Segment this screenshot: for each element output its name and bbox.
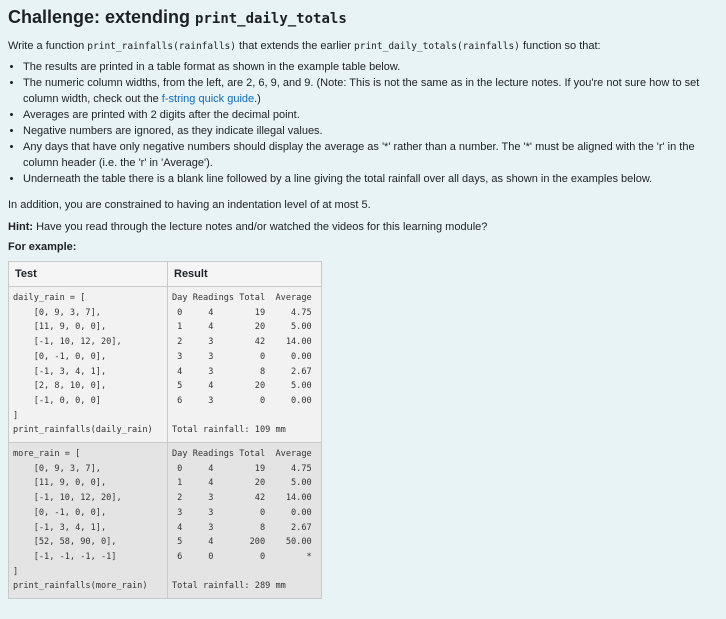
table-row: [9, 287, 322, 443]
list-item-text: .): [254, 93, 261, 105]
intro-text-2: that extends the earlier: [236, 40, 355, 52]
title-text: Challenge: extending: [8, 7, 196, 27]
column-header-test: Test: [9, 262, 168, 287]
column-header-result: Result: [168, 262, 322, 287]
list-item: • Any days that have only negative numbers should display the average as '*' rather than a number. The '*' must be aligned with the 'r' in the column header (i.e. the 'r' in 'Average').: [23, 139, 718, 171]
intro-text-1: Write a function: [8, 40, 88, 52]
list-item: • The results are printed in a table format as shown in the example table below.: [23, 59, 718, 75]
test-code: more_rain = [ [0, 9, 3, 7], [11, 9, 0, 0], [-1, 10, 12, 20], [0, -1, 0, 0], [-1, 3, 4, 1], [52, 58, 90, 0], [-1, -1, -1, -1] ] print_rainfalls(more_rain): [13, 449, 148, 592]
result-output: Day Readings Total Average 0 4 19 4.75 1 4 20 5.00 2 3 42 14.00 3 3 0 0.00 4 3 8 2.67 5 4 20 5.00 6 3 0 0.00 Total rainfall: 109 mm: [172, 293, 312, 436]
page-title: [8, 6, 718, 30]
for-example-label: For example:: [8, 241, 77, 253]
test-code: daily_rain = [ [0, 9, 3, 7], [11, 9, 0, 0], [-1, 10, 12, 20], [0, -1, 0, 0], [-1, 3, 4, 1], [2, 8, 10, 0], [-1, 0, 0, 0] ] print_rainfalls(daily_rain): [13, 293, 153, 436]
constraint-text: In addition, you are constrained to having an indentation level of at most 5.: [8, 199, 371, 211]
test-cell: [9, 443, 168, 599]
intro-code-2: print_daily_totals(rainfalls): [354, 41, 520, 52]
list-item: • Underneath the table there is a blank line followed by a line giving the total rainfall over all days, as shown in the examples below.: [23, 171, 718, 187]
table-row: [9, 443, 322, 599]
list-item-text: The numeric column widths, from the left, are 2, 6, 9, and 9. (Note: This is not the same as in the lecture notes. If you're not sure how to set column width, check out the: [23, 77, 700, 105]
fstring-guide-link[interactable]: f-string quick guide: [161, 93, 255, 105]
list-item: [23, 75, 718, 107]
hint-text: Have you read through the lecture notes and/or watched the videos for this learning module?: [33, 221, 488, 233]
list-item: • Averages are printed with 2 digits after the decimal point.: [23, 107, 718, 123]
intro-code-1: print_rainfalls(rainfalls): [87, 41, 236, 52]
requirements-list: [8, 59, 718, 187]
hint-paragraph: [8, 219, 718, 235]
table-header-row: [9, 262, 322, 287]
title-code: print_daily_totals: [195, 11, 347, 27]
hint-label: Hint:: [8, 221, 34, 233]
intro-paragraph: [8, 38, 718, 55]
test-cell: [9, 287, 168, 443]
result-cell: [168, 443, 322, 599]
intro-text-3: function so that:: [519, 40, 601, 52]
result-cell: [168, 287, 322, 443]
list-item: • Negative numbers are ignored, as they indicate illegal values.: [23, 123, 718, 139]
examples-table: [8, 261, 322, 599]
result-output: Day Readings Total Average 0 4 19 4.75 1 4 20 5.00 2 3 42 14.00 3 3 0 0.00 4 3 8 2.67 5 4 200 50.00 6 0 0 * Total rainfall: 289 mm: [172, 449, 312, 592]
